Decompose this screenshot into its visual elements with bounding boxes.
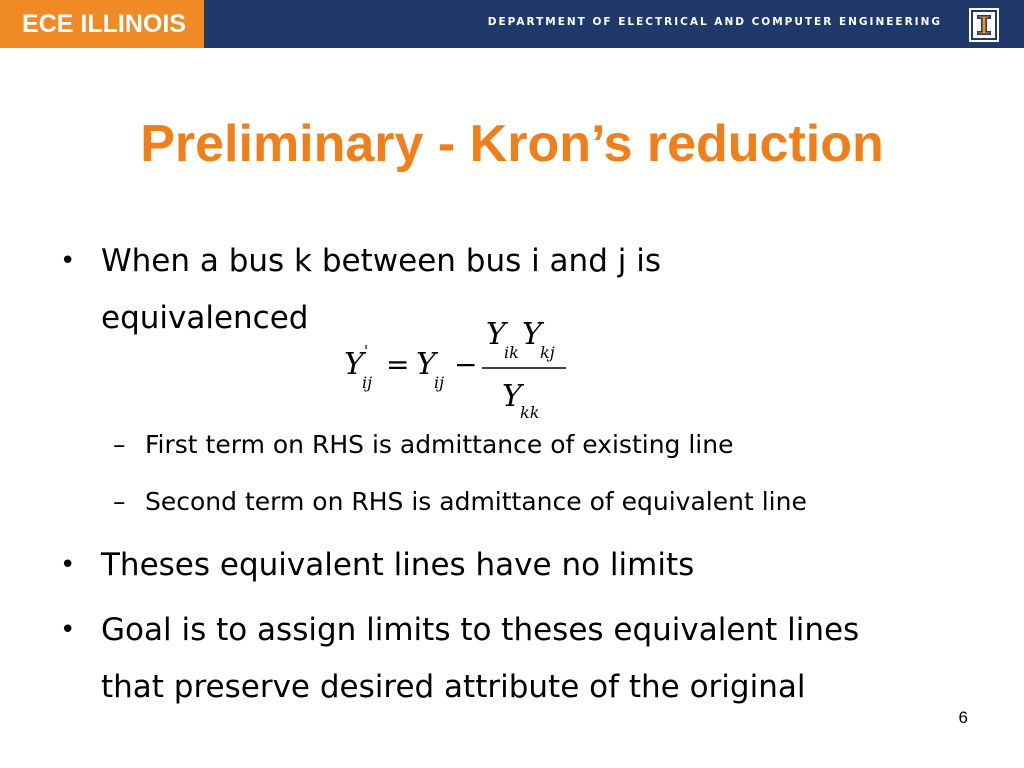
equation-numerator-y2-subscript: kj <box>540 343 555 362</box>
equation-lhs-prime: ' <box>364 342 369 360</box>
slide-title: Preliminary - Kron’s reduction <box>140 115 884 173</box>
equation-denominator-y: Y <box>502 379 522 414</box>
bullet-symbol: • <box>60 615 76 645</box>
equation-numerator-y1: Y <box>486 317 506 352</box>
bullet-text-line: When a bus k between bus i and j is <box>101 243 661 279</box>
bullet-text-line: Theses equivalent lines have no limits <box>101 547 695 583</box>
bullet-text-line: Goal is to assign limits to theses equivalent lines <box>101 612 860 648</box>
header-band <box>0 0 1024 48</box>
ece-illinois-logo <box>0 0 204 48</box>
sub-bullet-text: Second term on RHS is admittance of equivalent line <box>145 487 807 516</box>
sub-bullet-symbol: – <box>113 487 126 516</box>
bullet-text-line: that preserve desired attribute of the original <box>101 669 806 705</box>
page-number: 6 <box>958 708 968 727</box>
sub-bullet-text: First term on RHS is admittance of existing line <box>145 430 734 459</box>
equation-minus-sign: − <box>454 348 478 381</box>
bullet-symbol: • <box>60 246 76 276</box>
bullet-text <box>101 602 859 716</box>
equation-lhs-symbol: Y <box>344 347 364 382</box>
kron-reduction-equation <box>340 312 580 424</box>
equation-term1-symbol: Y <box>416 347 436 382</box>
equation-numerator-y1-subscript: ik <box>504 343 519 362</box>
equation-term1-subscript: ij <box>434 373 445 392</box>
block-i-icon <box>971 10 997 40</box>
equation-denominator-subscript: kk <box>520 403 540 422</box>
logo-text: ECE ILLINOIS <box>22 9 186 38</box>
equation-lhs-subscript: ij <box>362 373 373 392</box>
equation-equals-sign: = <box>386 348 410 381</box>
sub-bullet-symbol: – <box>113 430 126 459</box>
bullet-text-line: equivalenced <box>101 300 309 336</box>
equation-numerator-y2: Y <box>522 317 542 352</box>
bullet-text <box>101 537 694 594</box>
illinois-i-icon <box>969 8 999 42</box>
bullet-symbol: • <box>60 550 76 580</box>
department-name: DEPARTMENT OF ELECTRICAL AND COMPUTER ENGINEERING <box>487 16 942 28</box>
